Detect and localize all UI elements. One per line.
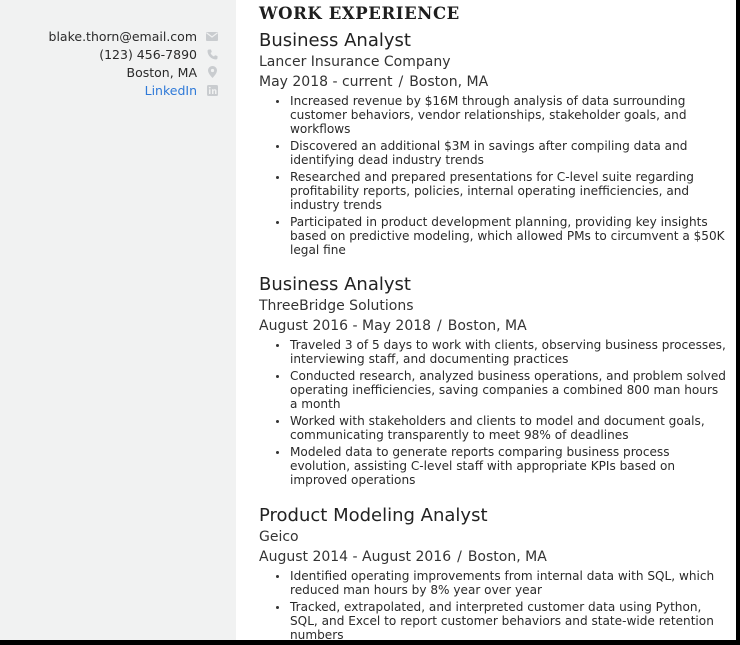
bullet-item: Traveled 3 of 5 days to work with clients, observing business processes, interviewing staff, and documenting practices: [271, 338, 729, 366]
work-experience-heading: WORK EXPERIENCE: [259, 4, 460, 23]
job-entry: [259, 30, 729, 260]
contact-phone: [99, 46, 219, 62]
bullet-item: Worked with stakeholders and clients to model and document goals, communicating transparently to meet 98% of deadlines: [271, 414, 729, 442]
linkedin-icon: [205, 83, 219, 97]
job-company: ThreeBridge Solutions: [259, 298, 414, 314]
job-bullets: [259, 569, 729, 642]
contact-linkedin: [145, 82, 219, 98]
phone-icon: [205, 47, 219, 61]
job-meta: May 2018 - current / Boston, MA: [259, 74, 489, 90]
job-location: Boston, MA: [447, 318, 527, 334]
bullet-item: Increased revenue by $16M through analysis of data surrounding customer behaviors, vendor relationships, stakeholder goals, and workflows: [271, 94, 729, 136]
bullet-item: Researched and prepared presentations for C-level suite regarding profitability reports, policies, internal operating inefficiencies, and industry trends: [271, 170, 729, 212]
bullet-item: Participated in product development planning, providing key insights based on predictive modeling, which allowed PMs to circumvent a $50K legal fine: [271, 215, 729, 257]
email-text[interactable]: blake.thorn@email.com: [48, 28, 197, 44]
bullet-item: Discovered an additional $3M in savings after compiling data and identifying dead industry trends: [271, 139, 729, 167]
contact-email: [49, 28, 219, 44]
job-bullets: [259, 94, 729, 257]
job-location: Boston, MA: [467, 549, 547, 565]
bullet-item: Modeled data to generate reports comparing business process evolution, assisting C-level staff with appropriate KPIs based on improved operations: [271, 445, 729, 487]
bullet-item: Conducted research, analyzed business operations, and problem solved operating inefficiencies, saving companies a combined 800 man hours a month: [271, 369, 729, 411]
job-location: Boston, MA: [409, 74, 489, 90]
map-pin-icon: [205, 65, 219, 79]
job-title: Business Analyst: [259, 274, 411, 295]
contact-list: [0, 28, 219, 100]
job-title: Business Analyst: [259, 30, 411, 51]
job-meta: August 2016 - May 2018 / Boston, MA: [259, 318, 527, 334]
bullet-item: Identified operating improvements from internal data with SQL, which reduced man hours by 8% year over year: [271, 569, 729, 597]
location-text: Boston, MA: [126, 64, 197, 80]
job-company: Geico: [259, 529, 299, 545]
job-company: Lancer Insurance Company: [259, 54, 451, 70]
linkedin-link[interactable]: LinkedIn: [144, 82, 197, 98]
contact-location: [127, 64, 220, 80]
job-dates: May 2018 - current: [259, 74, 393, 90]
job-bullets: [259, 338, 729, 487]
job-dates: August 2014 - August 2016: [259, 549, 452, 565]
job-dates: August 2016 - May 2018: [259, 318, 432, 334]
job-title: Product Modeling Analyst: [259, 505, 488, 526]
phone-text[interactable]: (123) 456-7890: [99, 46, 197, 62]
envelope-icon: [205, 29, 219, 43]
job-entry: [259, 274, 729, 490]
sidebar: [0, 0, 236, 640]
job-entry: [259, 505, 729, 645]
bullet-item: Tracked, extrapolated, and interpreted customer data using Python, SQL, and Excel to report customer behaviors and state-wide retention numbers: [271, 600, 729, 642]
job-meta: August 2014 - August 2016 / Boston, MA: [259, 549, 547, 565]
